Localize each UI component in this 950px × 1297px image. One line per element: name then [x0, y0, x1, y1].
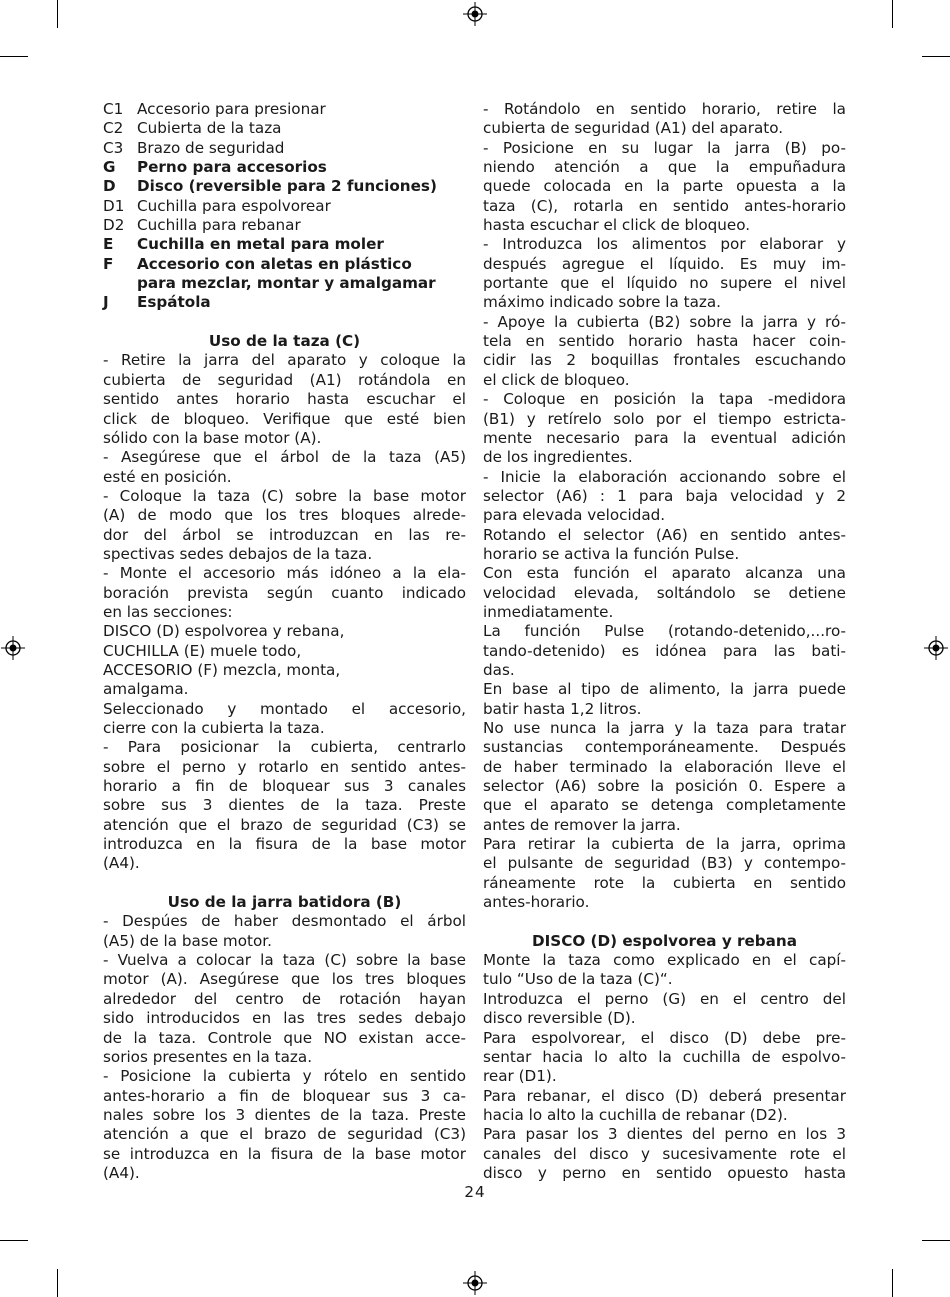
- text-line: sentar hacia lo alto la cuchilla de espolvo-: [483, 1047, 846, 1066]
- text-line: rear (D1).: [483, 1067, 557, 1086]
- part-code: F: [103, 254, 114, 273]
- crop-mark: [57, 1269, 58, 1297]
- text-line: nales sobre los 3 dientes de la taza. Preste: [103, 1105, 466, 1124]
- registration-mark-icon: [924, 636, 948, 660]
- text-line: sentido antes horario hasta escuchar el: [103, 390, 466, 409]
- registration-mark-icon: [463, 1271, 487, 1295]
- section-heading-jarra: Uso de la jarra batidora (B): [167, 893, 402, 912]
- part-code: C2: [103, 119, 124, 138]
- text-line: amalgama.: [103, 680, 189, 699]
- part-description: Cubierta de la taza: [137, 119, 282, 138]
- text-line: das.: [483, 660, 515, 679]
- text-line: Rotando el selector (A6) en sentido antes-: [483, 525, 846, 544]
- text-line: Para rebanar, el disco (D) deberá presentar: [483, 1086, 846, 1105]
- part-description: Accesorio para presionar: [137, 100, 326, 118]
- text-line: La función Pulse (rotando-detenido,...ro-: [483, 622, 846, 641]
- spacer: [103, 874, 466, 893]
- text-line: En base al tipo de alimento, la jarra puede: [483, 680, 846, 699]
- part-description: para mezclar, montar y amalgamar: [137, 274, 436, 293]
- crop-mark: [922, 56, 950, 57]
- text-line: inmediatamente.: [483, 602, 614, 621]
- section-body-jarra-continued: [483, 100, 846, 912]
- text-line: selector (A6) : 1 para baja velocidad y 2: [483, 486, 846, 505]
- parts-list-item: [103, 216, 466, 235]
- text-line: (B1) y retírelo solo por el tiempo estricta-: [483, 409, 846, 428]
- text-line: CUCHILLA (E) muele todo,: [103, 641, 302, 660]
- text-line: (A4).: [103, 854, 140, 873]
- text-line: - Coloque la taza (C) sobre la base motor: [103, 486, 466, 505]
- text-line: Seleccionado y montado el accesorio,: [103, 699, 466, 718]
- text-line: - Coloque en posición la tapa -medidora: [483, 390, 846, 409]
- parts-list-item: [103, 197, 466, 216]
- parts-list-item: [103, 274, 466, 293]
- text-line: tela en sentido horario hasta hacer coin-: [483, 332, 846, 351]
- text-line: taza (C), rotarla en sentido antes-horario: [483, 196, 846, 215]
- text-line: cubierta de seguridad (A1) rotándola en: [103, 370, 466, 389]
- text-line: horario a fin de bloquear sus 3 canales: [103, 777, 466, 796]
- text-line: sobre el perno y rotarlo en sentido antes-: [103, 757, 466, 776]
- text-line: alrededor del centro de rotación hayan: [103, 989, 466, 1008]
- crop-mark: [922, 1240, 950, 1241]
- text-line: se introduzca en la fisura de la base motor: [103, 1144, 466, 1163]
- text-line: Para retirar la cubierta de la jarra, oprima: [483, 835, 846, 854]
- text-line: - Para posicionar la cubierta, centrarlo: [103, 738, 466, 757]
- text-line: de los ingredientes.: [483, 448, 633, 467]
- text-line: sólido con la base motor (A).: [103, 428, 322, 447]
- text-line: Monte la taza como explicado en el capí-: [483, 951, 846, 970]
- text-line: ACCESORIO (F) mezcla, monta,: [103, 660, 341, 679]
- part-code: E: [103, 235, 114, 254]
- text-line: después agregue el líquido. Es muy im-: [483, 254, 846, 273]
- text-line: disco reversible (D).: [483, 1009, 636, 1028]
- text-line: el pulsante de seguridad (B3) y contempo-: [483, 854, 846, 873]
- text-line: de la taza. Controle que NO existan acce-: [103, 1028, 466, 1047]
- text-line: en las secciones:: [103, 602, 233, 621]
- text-line: tulo “Uso de la taza (C)“.: [483, 970, 673, 989]
- registration-mark-icon: [1, 636, 25, 660]
- parts-list-item: [103, 235, 466, 254]
- crop-mark: [57, 0, 58, 28]
- text-line: - Inicie la elaboración accionando sobre el: [483, 467, 846, 486]
- section-heading-taza: Uso de la taza (C): [208, 332, 361, 351]
- registration-mark-icon: [463, 2, 487, 26]
- part-description: Cuchilla para rebanar: [137, 216, 301, 235]
- part-description: Disco (reversible para 2 funciones): [137, 177, 437, 196]
- part-code: J: [103, 293, 109, 312]
- section-body-taza: [103, 351, 466, 873]
- section-heading-disco: DISCO (D) espolvorea y rebana: [532, 931, 797, 950]
- text-line: sustancias contemporáneamente. Después: [483, 738, 846, 757]
- part-code: [103, 274, 137, 293]
- text-line: introduzca en la fisura de la base motor: [103, 835, 466, 854]
- text-line: canales del disco y sucesivamente rote el: [483, 1144, 846, 1163]
- text-line: disco y perno en sentido opuesto hasta: [483, 1163, 846, 1182]
- part-description: Perno para accesorios: [137, 158, 327, 177]
- part-code: D2: [103, 216, 125, 235]
- part-code: D1: [103, 196, 125, 215]
- text-line: DISCO (D) espolvorea y rebana,: [103, 622, 345, 641]
- text-line: motor (A). Asegúrese que los tres bloques: [103, 970, 466, 989]
- text-line: esté en posición.: [103, 467, 232, 486]
- text-line: niendo atención a que la empuñadura: [483, 158, 846, 177]
- text-line: (A5) de la base motor.: [103, 931, 272, 950]
- text-line: batir hasta 1,2 litros.: [483, 699, 642, 718]
- left-column: [103, 100, 466, 1183]
- text-line: que el aparato se detenga completamente: [483, 796, 846, 815]
- parts-list-item: [103, 255, 466, 274]
- text-line: - Rotándolo en sentido horario, retire la: [483, 100, 846, 118]
- part-description: Espátola: [137, 293, 211, 312]
- text-line: - Apoye la cubierta (B2) sobre la jarra y ró-: [483, 312, 846, 331]
- text-line: hasta escuchar el click de bloqueo.: [483, 216, 751, 235]
- page-number: 24: [464, 1183, 486, 1201]
- text-line: antes de remover la jarra.: [483, 815, 681, 834]
- parts-list-item: [103, 293, 466, 312]
- text-line: - Retire la jarra del aparato y coloque la: [103, 351, 466, 370]
- text-line: hacia lo alto la cuchilla de rebanar (D2).: [483, 1105, 788, 1124]
- section-body-jarra: [103, 912, 466, 1183]
- text-line: - Monte el accesorio más idóneo a la ela-: [103, 564, 466, 583]
- text-line: sido introducidos en las tres sedes debajo: [103, 1009, 466, 1028]
- parts-list-item: [103, 158, 466, 177]
- text-line: click de bloqueo. Verifique que esté bien: [103, 409, 466, 428]
- part-description: Cuchilla para espolvorear: [137, 196, 331, 215]
- parts-list-item: [103, 119, 466, 138]
- text-line: Con esta función el aparato alcanza una: [483, 564, 846, 583]
- text-line: de haber terminado la elaboración lleve el: [483, 757, 846, 776]
- text-line: cidir las 2 boquillas frontales escuchando: [483, 351, 846, 370]
- text-line: mente necesario para la eventual adición: [483, 428, 846, 447]
- text-line: No use nunca la jarra y la taza para tratar: [483, 719, 846, 737]
- text-line: boración prevista según cuanto indicado: [103, 583, 466, 602]
- part-code: C3: [103, 138, 124, 157]
- text-line: cubierta de seguridad (A1) del aparato.: [483, 119, 784, 138]
- text-line: portante que el líquido no supere el nivel: [483, 274, 846, 293]
- text-line: - Posicione la cubierta y rótelo en sentido: [103, 1067, 466, 1086]
- text-line: - Vuelva a colocar la taza (C) sobre la base: [103, 951, 466, 970]
- text-line: - Asegúrese que el árbol de la taza (A5): [103, 448, 466, 467]
- text-line: sorios presentes en la taza.: [103, 1047, 313, 1066]
- text-line: ráneamente rote la cubierta en sentido: [483, 873, 846, 892]
- text-line: Para pasar los 3 dientes del perno en los 3: [483, 1125, 846, 1144]
- parts-list: [103, 100, 466, 313]
- text-line: tando-detenido) es idónea para las bati-: [483, 641, 846, 660]
- parts-list-item: [103, 100, 466, 119]
- spacer: [103, 313, 466, 332]
- part-description: Cuchilla en metal para moler: [137, 235, 384, 254]
- parts-list-item: [103, 139, 466, 158]
- part-description: Brazo de seguridad: [137, 138, 285, 157]
- part-code: D: [103, 177, 116, 196]
- crop-mark: [0, 1240, 28, 1241]
- text-line: quede colocada en la parte opuesta a la: [483, 177, 846, 196]
- text-line: cierre con la cubierta la taza.: [103, 719, 325, 737]
- text-line: dor del árbol se introduzcan en las re-: [103, 525, 466, 544]
- text-line: para elevada velocidad.: [483, 506, 666, 525]
- crop-mark: [892, 1269, 893, 1297]
- text-line: Introduzca el perno (G) en el centro del: [483, 989, 846, 1008]
- text-line: máximo indicado sobre la taza.: [483, 293, 721, 312]
- text-line: - Despúes de haber desmontado el árbol: [103, 912, 466, 931]
- text-line: horario se activa la función Pulse.: [483, 544, 740, 563]
- part-description: Accesorio con aletas en plástico: [137, 254, 412, 273]
- crop-mark: [0, 56, 28, 57]
- right-column: [483, 100, 846, 1183]
- text-line: atención que el brazo de seguridad (C3) se: [103, 815, 466, 834]
- text-line: atención a que el brazo de seguridad (C3): [103, 1125, 466, 1144]
- text-line: velocidad elevada, soltándolo se detiene: [483, 583, 846, 602]
- text-line: antes-horario a fin de bloquear sus 3 ca-: [103, 1086, 466, 1105]
- section-body-disco: [483, 951, 846, 1183]
- parts-list-item: [103, 177, 466, 196]
- part-code: G: [103, 158, 116, 177]
- text-line: sobre sus 3 dientes de la taza. Preste: [103, 796, 466, 815]
- text-line: selector (A6) sobre la posición 0. Espere a: [483, 777, 846, 796]
- text-line: spectivas sedes debajos de la taza.: [103, 544, 373, 563]
- text-line: (A) de modo que los tres bloques alrede-: [103, 506, 466, 525]
- spacer: [483, 912, 846, 931]
- text-line: el click de bloqueo.: [483, 370, 630, 389]
- text-line: - Introduzca los alimentos por elaborar y: [483, 235, 846, 254]
- crop-mark: [892, 0, 893, 28]
- text-line: (A4).: [103, 1163, 140, 1182]
- text-line: antes-horario.: [483, 893, 590, 912]
- text-line: - Posicione en su lugar la jarra (B) po-: [483, 138, 846, 157]
- text-line: Para espolvorear, el disco (D) debe pre-: [483, 1028, 846, 1047]
- part-code: C1: [103, 100, 124, 118]
